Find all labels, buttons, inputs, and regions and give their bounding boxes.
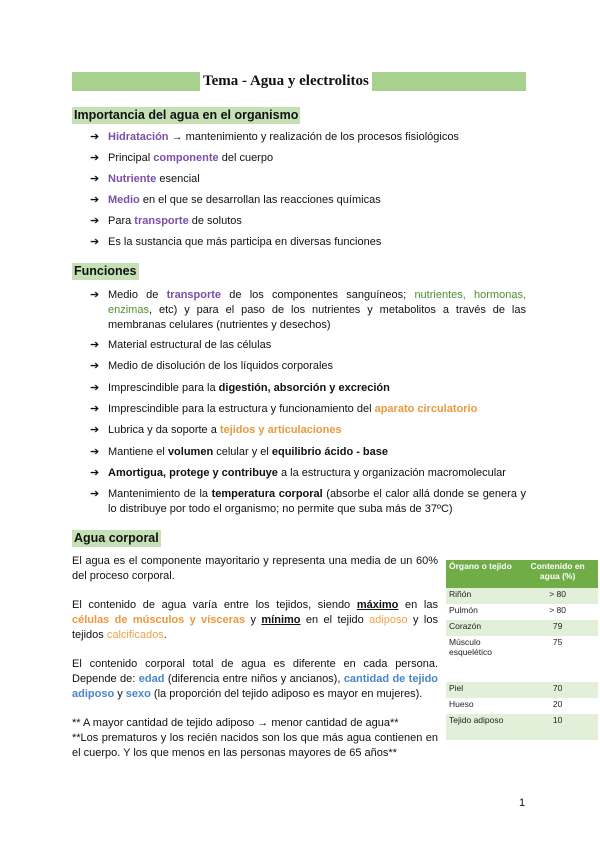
arrow-bullet-icon: ➔ <box>90 173 100 185</box>
table-cell: 10 <box>517 714 598 740</box>
table-row <box>446 604 598 620</box>
arrow-bullet-icon: ➔ <box>90 382 100 394</box>
paragraph: El contenido corporal total de agua es diferente en cada persona. Depende de: edad (diferencia entre niños y ancianos), cantidad de tejido adiposo y sexo (la proporción del tejido adiposo es mayor en mujeres). <box>72 658 439 700</box>
list-item: ➔ Material estructural de las células <box>90 339 272 351</box>
table-cell: Piel <box>446 682 517 698</box>
list-item: ➔ Medio en el que se desarrollan las reacciones químicas <box>90 194 381 206</box>
table-cell: Hueso <box>446 698 517 714</box>
arrow-bullet-icon: ➔ <box>90 446 100 458</box>
table-cell: > 80 <box>517 604 598 620</box>
arrow-bullet-icon: ➔ <box>90 360 100 372</box>
note: **Los prematuros y los recién nacidos son los que más agua contienen en el cuerpo. Y los que menos en las personas mayores de 65 años** <box>72 732 438 759</box>
table-row <box>446 588 598 604</box>
table-header-cell: Contenido en agua (%) <box>517 560 598 588</box>
arrow-bullet-icon: ➔ <box>90 194 100 206</box>
table-cell: Pulmón <box>446 604 517 620</box>
arrow-bullet-icon: ➔ <box>90 289 100 301</box>
table-header-cell: Órgano o tejido <box>446 560 517 588</box>
list-item: ➔ Es la sustancia que más participa en diversas funciones <box>90 236 382 248</box>
table-header-row <box>446 560 598 588</box>
table-row <box>446 636 598 682</box>
page-number: 1 <box>519 797 526 809</box>
paragraph: El contenido de agua varía entre los tejidos, siendo máximo en las células de músculos y vísceras y mínimo en el tejido adiposo y los tejidos calcificados. <box>72 599 438 641</box>
arrow-bullet-icon: ➔ <box>90 424 100 436</box>
list-item: ➔ Mantenimiento de la temperatura corporal (absorbe el calor allá donde se genera y lo distribuye por todo el organismo; no permite que suba más de 37ºC) <box>90 488 526 515</box>
list-item: ➔ Hidratación → mantenimiento y realización de los procesos fisiológicos <box>90 131 459 143</box>
arrow-bullet-icon: ➔ <box>90 403 100 415</box>
table-cell: 20 <box>517 698 598 714</box>
table-cell: Músculo esquelético <box>446 636 517 682</box>
list-item: ➔ Imprescindible para la digestión, absorción y excreción <box>90 382 390 394</box>
table-row <box>446 620 598 636</box>
table-cell: 75 <box>517 636 598 682</box>
list-item: ➔ Amortigua, protege y contribuye a la estructura y organización macromolecular <box>90 467 506 479</box>
arrow-bullet-icon: ➔ <box>90 236 100 248</box>
table-row <box>446 698 598 714</box>
list-item: ➔ Medio de transporte de los componentes sanguíneos; nutrientes, hormonas, enzimas, etc) y para el paso de los nutrientes y metabolitos a través de las membranas celulares (nutrientes y desechos) <box>90 289 526 331</box>
list-item: ➔ Medio de disolución de los líquidos corporales <box>90 360 334 372</box>
table-row <box>446 682 598 698</box>
table-cell: > 80 <box>517 588 598 604</box>
list-item: ➔ Para transporte de solutos <box>90 215 242 227</box>
note: ** A mayor cantidad de tejido adiposo → menor cantidad de agua** <box>72 717 399 729</box>
arrow-bullet-icon: ➔ <box>90 215 100 227</box>
list-item: ➔ Principal componente del cuerpo <box>90 152 274 164</box>
section-heading-funciones: Funciones <box>74 264 137 278</box>
arrow-bullet-icon: ➔ <box>90 152 100 164</box>
list-item: ➔ Lubrica y da soporte a tejidos y articulaciones <box>90 424 342 436</box>
arrow-bullet-icon: ➔ <box>90 467 100 479</box>
section-heading-importancia: Importancia del agua en el organismo <box>74 108 299 122</box>
list-item: ➔ Imprescindible para la estructura y funcionamiento del aparato circulatorio <box>90 403 478 415</box>
list-item: ➔ Nutriente esencial <box>90 173 200 185</box>
water-content-table <box>446 560 598 740</box>
arrow-bullet-icon: ➔ <box>90 339 100 351</box>
list-item: ➔ Mantiene el volumen celular y el equilibrio ácido - base <box>90 446 389 458</box>
page-title: Tema - Agua y electrolitos <box>200 72 372 91</box>
paragraph: El agua es el componente mayoritario y representa una media de un 60% del proceso corporal. <box>72 555 438 582</box>
arrow-bullet-icon: ➔ <box>90 488 100 500</box>
table-cell: 79 <box>517 620 598 636</box>
table-row <box>446 714 598 740</box>
table-cell: Corazón <box>446 620 517 636</box>
table-cell: 70 <box>517 682 598 698</box>
section-heading-agua-corporal: Agua corporal <box>74 531 159 545</box>
table-cell: Tejido adiposo <box>446 714 517 740</box>
table-cell: Riñón <box>446 588 517 604</box>
arrow-bullet-icon: ➔ <box>90 131 100 143</box>
